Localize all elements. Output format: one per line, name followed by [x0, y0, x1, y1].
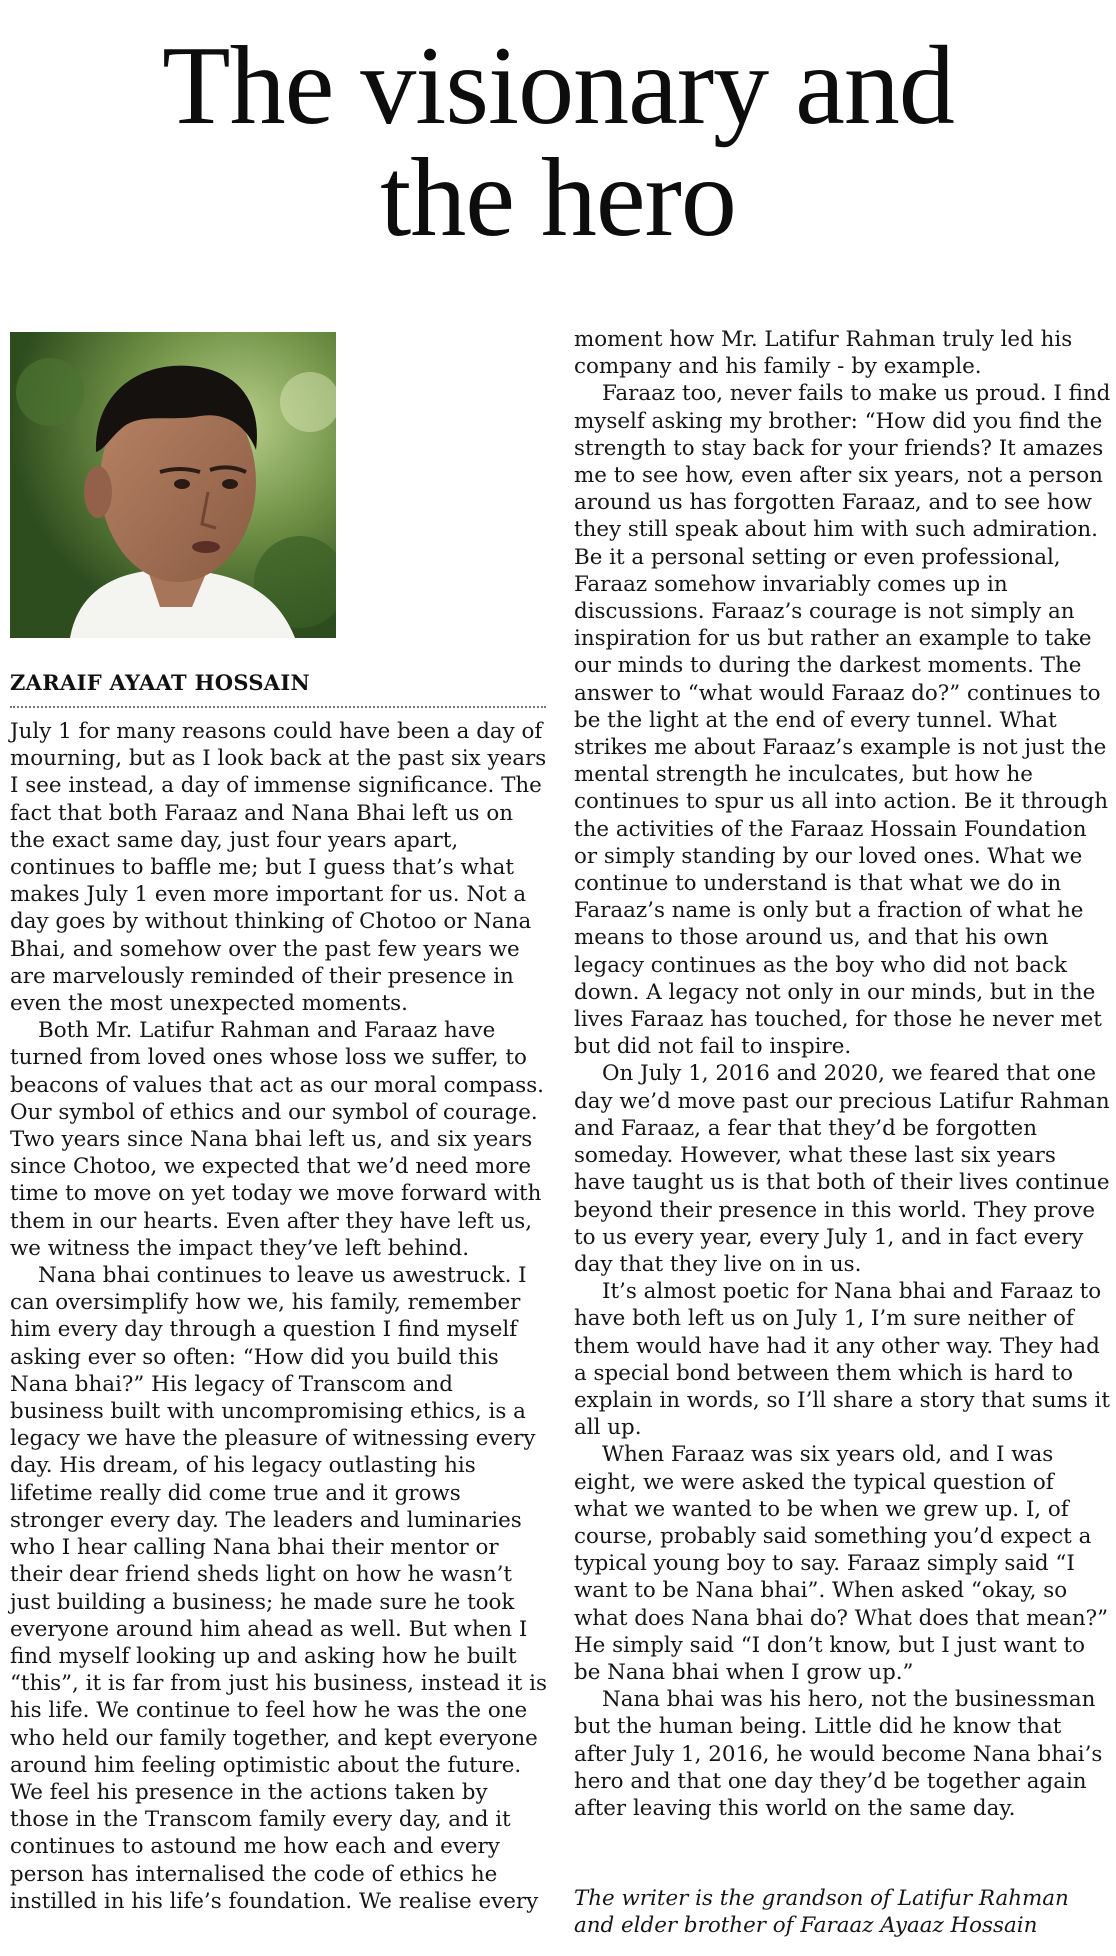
body-paragraph: Nana bhai was his hero, not the businessman but the human being. Little did he know that after July 1, 2016, he would become Nana bhai’s hero and that one day they’d be together again after leaving this world on the same day.	[574, 1687, 1103, 1821]
article-column-left	[10, 718, 550, 1915]
body-paragraph: Nana bhai continues to leave us awestruck. I can oversimplify how we, his family, remember him every day through a question I find myself asking ever so often: “How did you build this Nana bhai?” His legacy of Transcom and business built with uncompromising ethics, is a legacy we have the pleasure of witnessing every day. His dream, of his legacy outlasting his lifetime really did come true and it grows stronger every day. The leaders and luminaries who I hear calling Nana bhai their mentor or their dear friend sheds light on how he wasn’t just building a business; he made sure he took everyone around him ahead as well. But when I find myself looking up and asking how he built “this”, it is far from just his business, instead it is his life. We continue to feel how he was the one who held our family together, and kept everyone around him feeling optimistic about the future. We feel his presence in the actions taken by those in the Transcom family every day, and it continues to astound me how each and every person has internalised the code of ethics he instilled in his life’s foundation. We realise every	[10, 1263, 547, 1914]
writer-note: The writer is the grandson of Latifur Rahman and elder brother of Faraaz Ayaaz Hossain	[574, 1886, 1069, 1939]
author-photo	[10, 332, 336, 638]
headline-line-2: the hero	[380, 136, 736, 260]
body-paragraph: moment how Mr. Latifur Rahman truly led his company and his family - by example.	[574, 327, 1073, 380]
portrait-photo-icon	[10, 332, 336, 638]
byline-divider	[10, 706, 546, 708]
byline: ZARAIF AYAAT HOSSAIN	[10, 670, 310, 695]
article-column-right	[574, 326, 1112, 1822]
body-paragraph: Faraaz too, never fails to make us proud. I find myself asking my brother: “How did you find the strength to stay back for your friends? It amazes me to see how, even after six years, not a person around us has forgotten Faraaz, and to see how they still speak about him with such admiration. Be it a personal setting or even professional, Faraaz somehow invariably comes up in discussions. Faraaz’s courage is not simply an inspiration for us but rather an example to take our minds to during the darkest moments. The answer to “what would Faraaz do?” continues to be the light at the end of every tunnel. What strikes me about Faraaz’s example is not just the mental strength he inculcates, but how he continues to spur us all into action. Be it through the activities of the Faraaz Hossain Foundation or simply standing by our loved ones. What we continue to understand is that what we do in Faraaz’s name is only but a fraction of what he means to those around us, and that his own legacy continues as the boy who did not back down. A legacy not only in our minds, but in the lives Faraaz has touched, for those he never met but did not fail to inspire.	[574, 381, 1111, 1060]
body-paragraph: It’s almost poetic for Nana bhai and Faraaz to have both left us on July 1, I’m sure neither of them would have had it any other way. They had a special bond between them which is hard to explain in words, so I’ll share a story that sums it all up.	[574, 1279, 1110, 1441]
body-paragraph: July 1 for many reasons could have been a day of mourning, but as I look back at the past six years I see instead, a day of immense significance. The fact that both Faraaz and Nana Bhai left us on the exact same day, just four years apart, continues to baffle me; but I guess that’s what makes July 1 even more important for us. Not a day goes by without thinking of Chotoo or Nana Bhai, and somehow over the past few years we are marvelously reminded of their presence in even the most unexpected moments.	[10, 719, 547, 1017]
body-paragraph: On July 1, 2016 and 2020, we feared that one day we’d move past our precious Latifur Rahman and Faraaz, a fear that they’d be forgotten someday. However, what these last six years have taught us is that both of their lives continue beyond their presence in this world. They prove to us every year, every July 1, and in fact every day that they live on in us.	[574, 1061, 1110, 1277]
headline-line-1: The visionary and	[162, 24, 954, 148]
headline	[0, 24, 1116, 260]
body-paragraph: When Faraaz was six years old, and I was eight, we were asked the typical question of what we wanted to be when we grew up. I, of course, probably said something you’d expect a typical young boy to say. Faraaz simply said “I want to be Nana bhai”. When asked “okay, so what does Nana bhai do? What does that mean?” He simply said “I don’t know, but I just want to be Nana bhai when I grow up.”	[574, 1442, 1109, 1685]
body-paragraph: Both Mr. Latifur Rahman and Faraaz have turned from loved ones whose loss we suffer, to beacons of values that act as our moral compass. Our symbol of ethics and our symbol of courage. Two years since Nana bhai left us, and six years since Chotoo, we expected that we’d need more time to move on yet today we move forward with them in our hearts. Even after they have left us, we witness the impact they’ve left behind.	[10, 1018, 544, 1261]
